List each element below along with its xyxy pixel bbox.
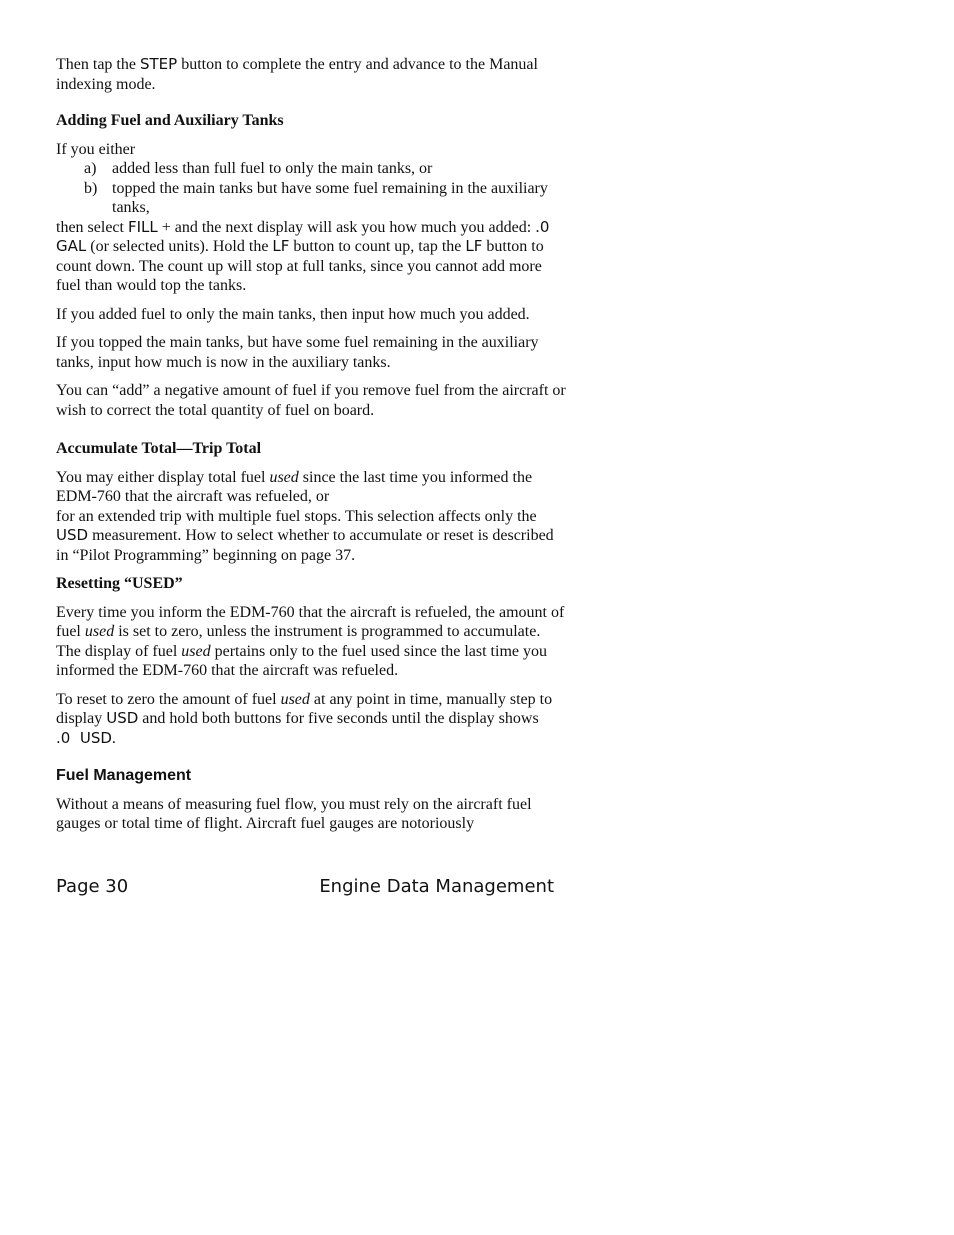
section-heading-fuel-management: Fuel Management (56, 767, 192, 784)
section-heading-accumulate: Accumulate Total—Trip Total (56, 440, 262, 457)
text: measurement. How to select whether to accumulate or reset is described in “Pilot Programming” beginning on page 37. (56, 527, 554, 564)
adding-paragraph-4: You can “add” a negative amount of fuel if you remove fuel from the aircraft or wish to correct the total quantity of fuel on board. (56, 382, 566, 419)
fuel-management-paragraph: Without a means of measuring fuel flow, you must rely on the aircraft fuel gauges or total time of flight. Aircraft fuel gauges are notoriously (56, 795, 532, 832)
page-number: Page 30 (56, 876, 129, 897)
lf-button-label: LF (272, 237, 290, 255)
section-heading-adding-fuel: Adding Fuel and Auxiliary Tanks (56, 112, 284, 129)
text: + and the next display will ask you how much you added: (157, 218, 536, 236)
list-marker: b) (84, 179, 98, 197)
intro-paragraph (56, 55, 566, 94)
text: at any point in time, manually step to display (56, 690, 553, 727)
adding-lead: If you either (56, 140, 136, 158)
text: Every time you inform the EDM-760 that the aircraft is refueled, the amount of fuel (56, 603, 565, 640)
document-page (56, 55, 566, 843)
text: Then tap the (56, 56, 140, 73)
text: for an extended trip with multiple fuel stops. This selection affects only the (56, 507, 537, 525)
text: button to count up, tap the (289, 238, 466, 255)
gal-display-label: .0 GAL (56, 217, 550, 255)
adding-paragraph-1 (56, 218, 566, 296)
adding-paragraph-2: If you added fuel to only the main tanks, then input how much you added. (56, 305, 530, 323)
section-heading-resetting: Resetting “USED” (56, 575, 183, 592)
usd-zero-display-label: .0 USD (56, 728, 112, 747)
emphasis-used: used (269, 468, 299, 486)
text: button to count down. The count up will stop at full tanks, since you cannot add more fuel than would top the tanks. (56, 238, 544, 294)
emphasis-used: used (181, 642, 211, 660)
adding-paragraph-3: If you topped the main tanks, but have some fuel remaining in the auxiliary tanks, input how much is now in the auxiliary tanks. (56, 334, 539, 371)
list-item-text: added less than full fuel to only the main tanks, or (112, 160, 433, 177)
emphasis-used: used (84, 623, 115, 640)
resetting-paragraph-1 (56, 603, 566, 681)
text: since the last time you informed the EDM-760 that the aircraft was refueled, or (56, 468, 533, 505)
usd-display-label: USD (56, 526, 89, 544)
emphasis-used: used (280, 690, 310, 708)
resetting-paragraph-2 (56, 690, 566, 749)
text: and hold both buttons for five seconds until the display shows (138, 710, 539, 727)
fill-display-label: FILL (127, 217, 158, 236)
list-item (56, 159, 566, 179)
usd-display-label: USD (106, 709, 139, 727)
page-footer (56, 876, 554, 898)
list-marker: a) (84, 160, 97, 177)
text: then select (56, 218, 128, 236)
footer-title: Engine Data Management (319, 876, 554, 897)
text: pertains only to the fuel used since the last time you informed the EDM-760 that the aircraft was refueled. (56, 642, 547, 679)
list-item-text: topped the main tanks but have some fuel remaining in the auxiliary tanks, (112, 179, 548, 216)
text: (or selected units). Hold the (86, 238, 273, 255)
adding-condition-list (56, 159, 566, 218)
accumulate-paragraph (56, 468, 566, 566)
text: button to complete the entry and advance to the Manual indexing mode. (56, 56, 538, 93)
text: is set to zero, unless the instrument is programmed to accumulate. The display of fuel (56, 623, 541, 660)
step-button-label: STEP (139, 55, 178, 73)
text: You may either display total fuel (56, 468, 270, 486)
text: . (111, 729, 116, 747)
text: To reset to zero the amount of fuel (56, 690, 281, 708)
list-item (56, 179, 566, 218)
lf-button-label: LF (465, 237, 483, 255)
